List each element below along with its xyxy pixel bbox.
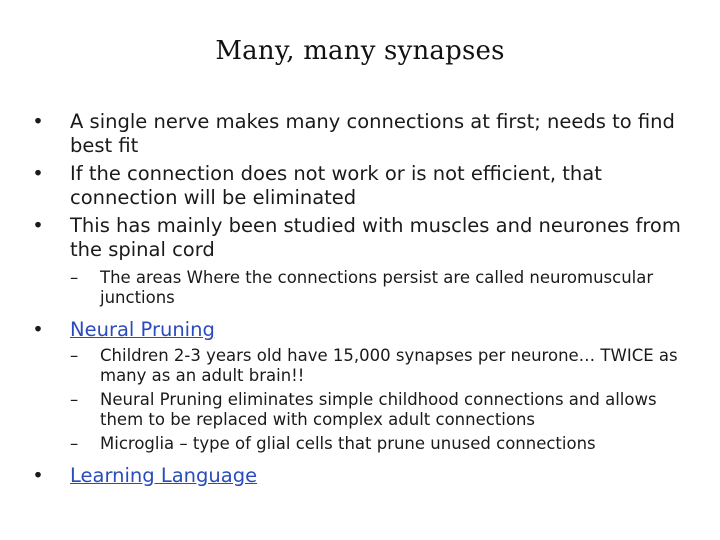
sub-bullet-text: The areas Where the connections persist are called neuromuscular junctions <box>100 268 654 307</box>
bullet-item <box>28 162 688 210</box>
dash-icon: – <box>70 390 79 409</box>
learning-language-link[interactable]: Learning Language <box>70 464 258 487</box>
bullet-icon: • <box>32 110 44 133</box>
bullet-text: This has mainly been studied with muscles and neurones from the spinal cord <box>70 214 681 261</box>
sub-bullet-text: Children 2-3 years old have 15,000 synapses per neurone… TWICE as many as an adult brain!! <box>100 346 678 385</box>
bullet-icon: • <box>32 464 44 487</box>
slide-title: Many, many synapses <box>215 36 505 66</box>
bullet-text: A single nerve makes many connections at first; needs to find best fit <box>70 110 675 157</box>
bullet-icon: • <box>32 318 44 341</box>
dash-icon: – <box>70 434 79 453</box>
sub-bullet-item <box>70 268 688 308</box>
dash-icon: – <box>70 346 79 365</box>
bullet-text: If the connection does not work or is not efficient, that connection will be eliminated <box>70 162 602 209</box>
sub-bullet-item <box>70 434 688 454</box>
sub-bullet-item <box>70 346 688 386</box>
bullet-item <box>28 110 688 158</box>
sub-bullet-text: Neural Pruning eliminates simple childhood connections and allows them to be replaced with complex adult connections <box>100 390 657 429</box>
sub-bullet-item <box>70 390 688 430</box>
slide-content <box>28 110 688 492</box>
neural-pruning-link[interactable]: Neural Pruning <box>70 318 215 341</box>
dash-icon: – <box>70 268 79 287</box>
sub-bullet-text: Microglia – type of glial cells that prune unused connections <box>100 434 596 453</box>
bullet-item-learning-language <box>28 464 688 488</box>
bullet-icon: • <box>32 214 44 237</box>
bullet-item <box>28 214 688 262</box>
bullet-item-neural-pruning <box>28 318 688 342</box>
bullet-icon: • <box>32 162 44 185</box>
